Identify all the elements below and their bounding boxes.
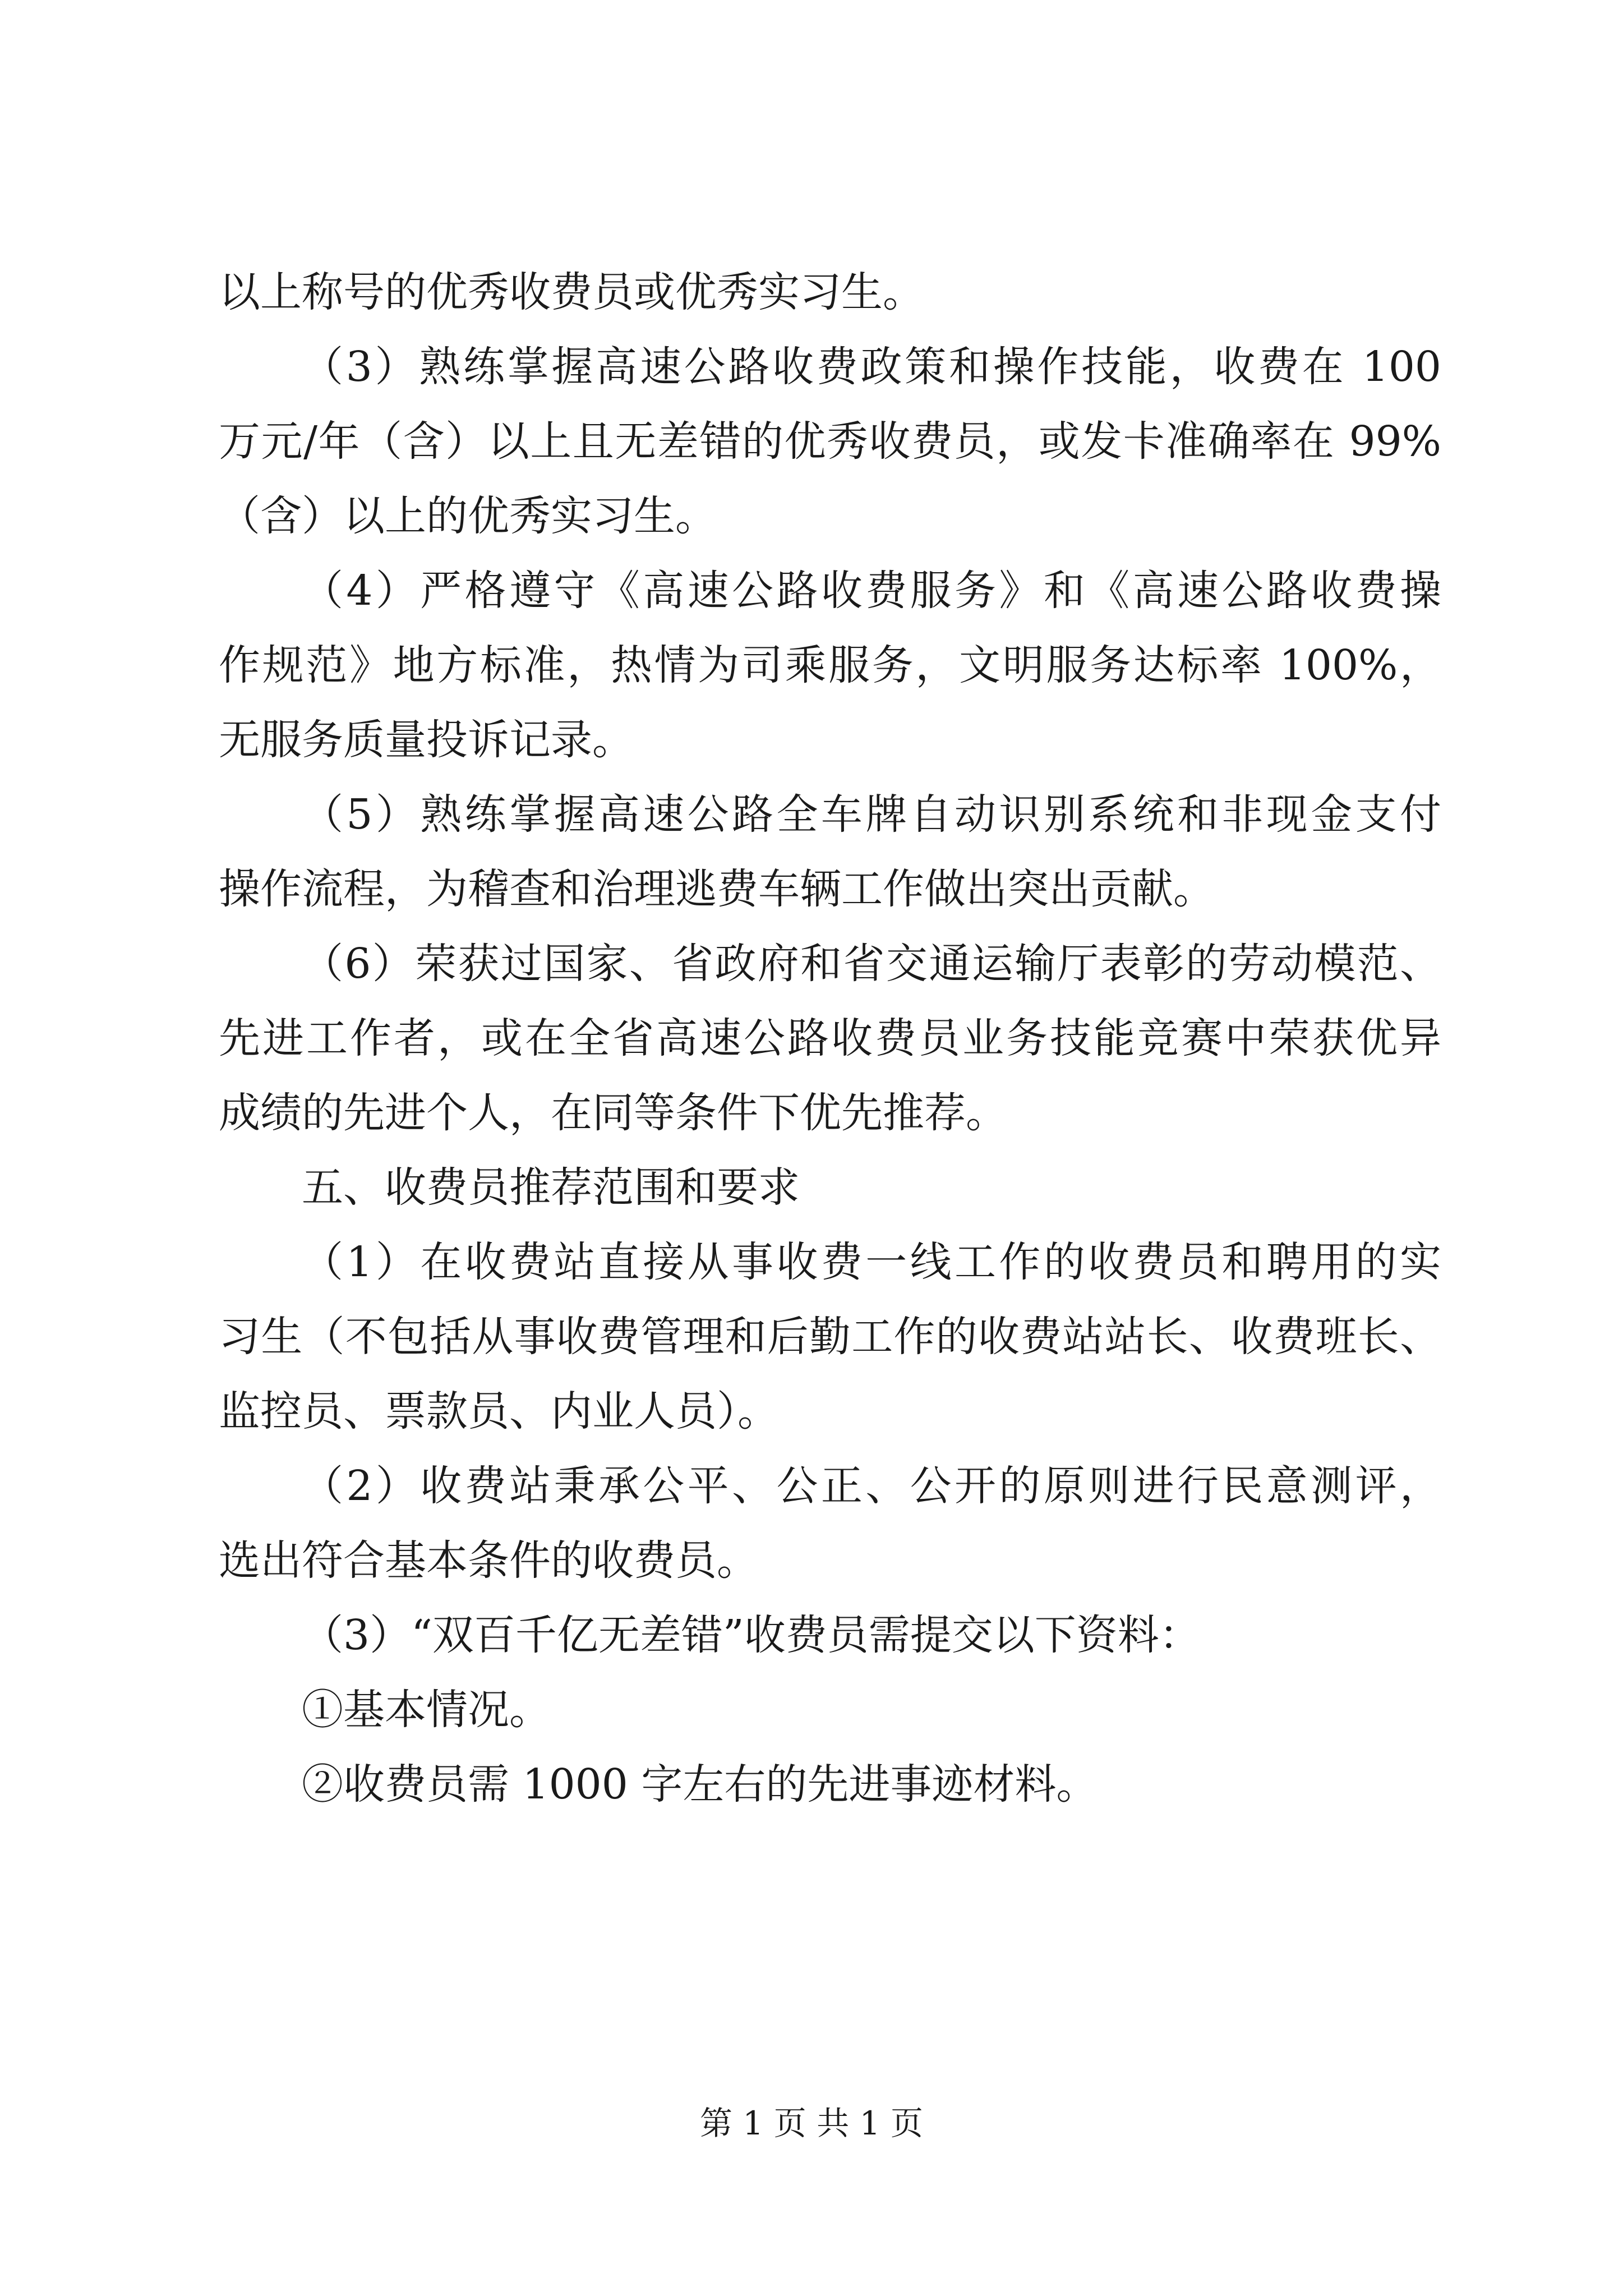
list-item: ①基本情况。 [302,1686,551,1734]
text-line: 万元/年（含）以上且无差错的优秀收费员，或发卡准确率在 99% [219,417,1441,466]
text-line: 先进工作者，或在全省高速公路收费员业务技能竞赛中荣获优异 [219,1014,1441,1062]
text-line: （4）严格遵守《高速公路收费服务》和《高速公路收费操 [302,567,1441,615]
text-line: （6）荣获过国家、省政府和省交通运输厅表彰的劳动模范、 [302,940,1441,988]
text-line: （1）在收费站直接从事收费一线工作的收费员和聘用的实 [302,1238,1441,1286]
page-number: 第 1 页 共 1 页 [700,2104,923,2142]
text-line: （2）收费站秉承公平、公正、公开的原则进行民意测评， [302,1462,1441,1510]
text-line: 作规范》地方标准，热情为司乘服务，文明服务达标率 100%， [219,641,1441,689]
section-heading: 五、收费员推荐范围和要求 [302,1163,800,1212]
text-line: 监控员、票款员、内业人员）。 [219,1387,779,1435]
list-item: ②收费员需 1000 字左右的先进事迹材料。 [302,1760,1098,1809]
text-line: 习生（不包括从事收费管理和后勤工作的收费站站长、收费班长、 [219,1313,1441,1361]
text-line: 操作流程，为稽查和治理逃费车辆工作做出突出贡献。 [219,865,1215,913]
text-line: （含）以上的优秀实习生。 [219,492,717,540]
text-line: （5）熟练掌握高速公路全车牌自动识别系统和非现金支付 [302,790,1441,839]
text-line: （3）“双百千亿无差错”收费员需提交以下资料： [302,1611,1201,1659]
text-line: （3）熟练掌握高速公路收费政策和操作技能，收费在 100 [302,343,1441,391]
text-line: 以上称号的优秀收费员或优秀实习生。 [219,268,924,316]
text-line: 选出符合基本条件的收费员。 [219,1536,758,1585]
text-line: 成绩的先进个人，在同等条件下优先推荐。 [219,1089,1007,1137]
document-body [219,266,1441,1833]
text-line: 无服务质量投诉记录。 [219,716,634,764]
